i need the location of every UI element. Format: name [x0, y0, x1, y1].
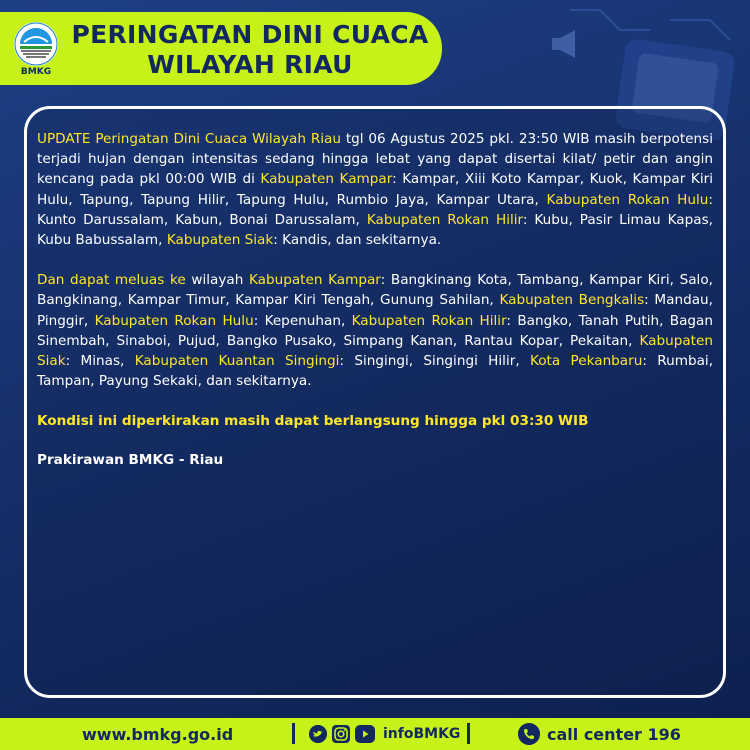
- body-text: : Kandis, dan sekitarnya.: [273, 232, 442, 249]
- highlighted-text: Kabupaten Rokan Hulu: [546, 191, 709, 208]
- phone-icon: [518, 723, 540, 745]
- footer-divider: [292, 723, 295, 744]
- highlighted-text: Kabupaten Kampar: [260, 171, 393, 188]
- highlighted-text: Kabupaten Rokan Hilir: [351, 312, 507, 329]
- title-line-1: PERINGATAN DINI CUACA: [71, 20, 429, 49]
- body-text: tgl 06 Agustus 2025 pkl. 23:50 WIB masih berpotensi terjadi hujan dengan intensitas sedang hingga lebat yang dapat disertai kilat/ petir dan angin kencang pada pkl 00:00 WIB di: [37, 131, 713, 188]
- body-text: : Rumbai, Tampan, Payung Sekaki, dan sekitarnya.: [37, 353, 714, 390]
- logo-label: BMKG: [20, 67, 52, 77]
- highlighted-text: Kota Pekanbaru: [529, 353, 643, 370]
- page-title: [70, 20, 430, 80]
- body-text: : Kubu, Pasir Limau Kapas, Kubu Babussalam,: [37, 211, 713, 249]
- youtube-icon[interactable]: [355, 725, 375, 743]
- footer-divider: [467, 723, 470, 744]
- body-text: wilayah: [185, 272, 249, 289]
- duration-notice: Kondisi ini diperkirakan masih dapat berlangsung hingga pkl 03:30 WIB: [37, 413, 589, 430]
- website-link[interactable]: www.bmkg.go.id: [82, 725, 234, 744]
- body-text: : Kampar, Xiii Koto Kampar, Kuok, Kampar Kiri Hulu, Tapung, Tapung Hilir, Tapung Hulu, Rumbio Jaya, Kampar Utara,: [37, 171, 713, 208]
- megaphone-icon: [552, 30, 575, 58]
- highlighted-text: Kabupaten Siak: [37, 332, 713, 370]
- highlighted-text: Kabupaten Siak: [166, 232, 274, 249]
- call-center-number[interactable]: call center 196: [547, 725, 681, 744]
- body-text: : Minas,: [65, 353, 135, 370]
- body-text: : Singingi, Singingi Hilir,: [339, 353, 530, 370]
- highlighted-text: Dan dapat meluas ke: [37, 272, 186, 289]
- body-text: : Kunto Darussalam, Kabun, Bonai Darussalam,: [37, 191, 713, 228]
- bmkg-logo: [12, 22, 60, 80]
- title-line-2: WILAYAH RIAU: [147, 50, 353, 79]
- warning-paragraph-2: [37, 270, 713, 391]
- warning-content-box: [24, 106, 726, 698]
- highlighted-text: Kabupaten Rokan Hilir: [366, 211, 523, 228]
- body-text: : Bangkinang Kota, Tambang, Kampar Kiri, Salo, Bangkinang, Kampar Timur, Kampar Kiri Tengah, Gunung Sahilan,: [37, 272, 713, 309]
- warning-paragraph-1: [37, 129, 713, 250]
- twitter-icon[interactable]: [309, 725, 327, 743]
- highlighted-text: Kabupaten Kampar: [248, 272, 381, 289]
- body-text: : Kepenuhan,: [253, 312, 352, 329]
- body-text: : Mandau, Pinggir,: [37, 292, 713, 329]
- highlighted-text: Kabupaten Rokan Hulu: [94, 312, 254, 329]
- highlighted-text: Kabupaten Bengkalis: [499, 292, 645, 309]
- instagram-icon[interactable]: [332, 725, 350, 743]
- header-banner: [0, 12, 442, 85]
- highlighted-text: UPDATE Peringatan Dini Cuaca Wilayah Riau: [37, 131, 341, 147]
- highlighted-text: Kabupaten Kuantan Singingi: [134, 353, 340, 370]
- footer-bar: [0, 718, 750, 750]
- social-handle[interactable]: infoBMKG: [383, 726, 461, 742]
- forecaster-signature: Prakirawan BMKG - Riau: [37, 451, 224, 468]
- body-text: : Bangko, Tanah Putih, Bagan Sinembah, Sinaboi, Pujud, Bangko Pusako, Simpang Kanan, Rantau Kopar, Pekaitan,: [37, 312, 713, 349]
